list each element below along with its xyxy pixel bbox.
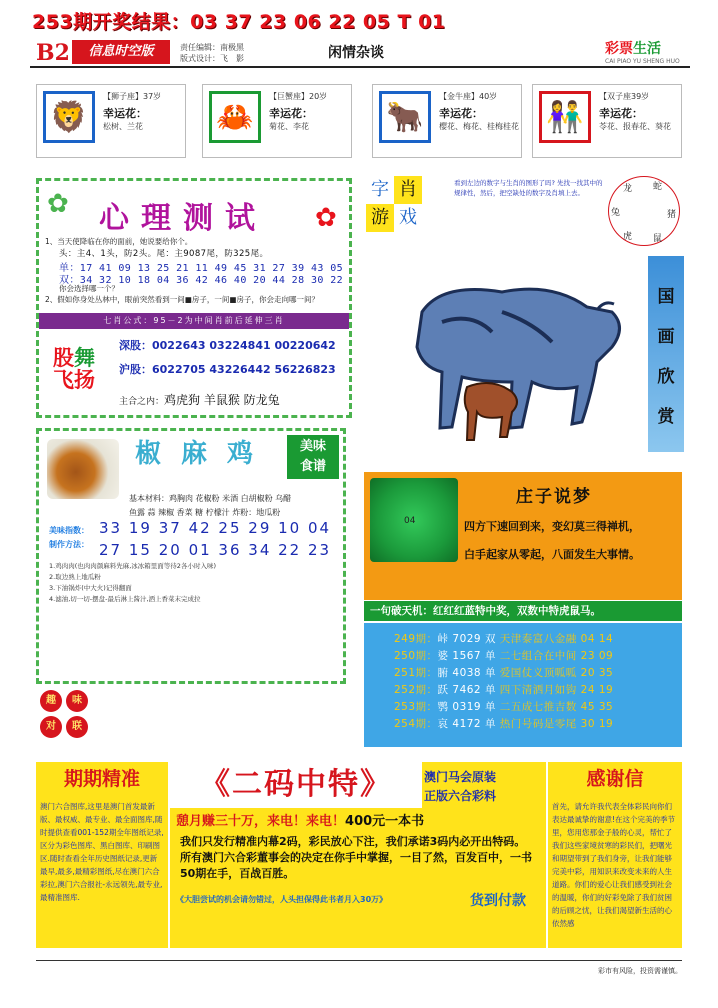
banner-char: 国 [657, 286, 675, 307]
lucky-flowers: 苓花、报春花、葵花 [599, 122, 671, 131]
thank-you-title: 感谢信 [586, 768, 644, 790]
wheel-char: 蛇 [653, 182, 663, 192]
zodiac-word-game [366, 176, 606, 240]
banner-char: 欣 [657, 366, 675, 387]
history-row [394, 682, 682, 699]
lantern: 对 [40, 716, 62, 738]
recipe-title: 椒麻鸡 [135, 439, 274, 469]
lantern: 味 [66, 690, 88, 712]
lucky-flowers: 樱花、梅花、桂梅桂花 [439, 122, 519, 131]
slogan-part: 来电！来电！ [267, 814, 346, 829]
main-combo [119, 391, 280, 408]
one-line-hint: 一句破天机：红红红蓝特中奖，双数中特虎鼠马。 [364, 601, 682, 621]
issue: 251期： [394, 667, 438, 679]
center-ad-body: 我们只发行精准内幕2码，彩民放心下注，我们承诺3码内必开出特码。所有澳门六合彩董事会的决定在你手中掌握，一目了然，百发百中，一书50期在手，百战百胜。 [180, 835, 532, 880]
draw-result-headline: 253期开奖结果：03 37 23 06 22 05 T 01 [32, 11, 446, 33]
text: 四下清洒月如钩 24 19 [499, 684, 614, 696]
center-ad-side [424, 768, 496, 806]
history-row [394, 665, 682, 682]
ingredients-line-2: 鱼露 蒜 辣椒 香菜 糖 柠檬汁 炸粉：地瓜粉 [129, 508, 281, 517]
editor-line: 责任编辑：南极黑 [180, 43, 244, 52]
logo-char: 飞扬 [53, 368, 95, 392]
step: 4.滤油,切一切-摆盘-最后淋上酱汁,洒上香菜末完成拉 [49, 595, 201, 603]
code: 鹗 0319 单 [437, 701, 496, 713]
logo-text-a: 彩票 [605, 41, 633, 57]
head-tail-line: 头：主4、1头，防2头。尾：主9087尾，防325尾。 [59, 249, 269, 259]
logo-subtitle: CAI PIAO YU SHENG HUO [605, 58, 680, 65]
psych-test-panel [36, 178, 352, 418]
page-number: B2 [36, 40, 70, 66]
zodiac-sign: 【巨蟹座】20岁 [269, 92, 328, 101]
zhuangzi-dream-panel [364, 472, 682, 600]
step: 3.下油锅炸(中大火)记得翻面 [49, 584, 132, 592]
lucky-flower-label: 幸运花： [599, 107, 643, 120]
center-ad [170, 762, 546, 948]
code: 婆 1567 单 [437, 650, 496, 662]
method-label: 制作方法： [49, 540, 89, 549]
badge-number: 04 [404, 516, 416, 526]
lotus-leaf-image [370, 478, 458, 562]
lucky-flowers: 松树、兰花 [103, 122, 143, 131]
taste-index-numbers: 33 19 37 42 25 29 10 04 [99, 519, 332, 537]
thank-you-text: 首先，请允许我代表全体彩民向你们表达最诚挚的谢意!在这个完美的季节里，您用您那金子般的心灵，帮忙了我们这些家境贫寒的彩民们，把曙光和期望带到了我们身旁，让我们能够完美中彩，用知识来改变未来的人生道路。你们的爱心让我们感受到社会的温暖，你们的好彩免除了我们贫困的后顾之忧，让我们渴望新生活的心依然感 [552, 802, 676, 928]
question-2: 2、假如你身处丛林中，眼前突然看到一间■房子，一间■房子，你会走向哪一间？ [45, 295, 319, 304]
step: 1.鸡肉肉(也肉肉颜麻料先麻,冰冰箱里面等待2各小时入味) [49, 562, 216, 570]
recipe-tag [287, 435, 339, 479]
logo-char: 舞 [74, 346, 95, 370]
center-ad-footnote: 《大胆尝试的机会请勿错过，人头担保得此书者月入30万》 [176, 895, 388, 904]
lion-icon: 🦁 [43, 91, 95, 143]
text: 爱国仗义顶呱呱 20 35 [499, 667, 614, 679]
brand-banner: 信息时空版 [72, 40, 170, 64]
risk-disclaimer: 彩市有风险，投资需谨慎。 [36, 960, 682, 980]
step: 2.取边熟上地瓜粉 [49, 573, 101, 581]
zodiac-sign: 【金牛座】40岁 [439, 92, 498, 101]
flower-icon: ✿ [315, 203, 337, 233]
left-ad-text: 澳门六合图库,这里是澳门首发最新版、最权威、最专业、最全面图库,随时提供查看001-152期全年图纸记录,区分为彩色图库、黑白图库、印刷图区.随时查看全年历史图纸记录,更新最早,最多,最精彩图纸,尽在澳门六合彩拉,澳门六合报社-永远领先,最专业,最精准图库. [40, 802, 164, 902]
issue: 252期： [394, 684, 438, 696]
center-slogan [176, 810, 540, 830]
main-combo-label: 主合之内： [119, 397, 165, 407]
ad-banner [36, 762, 682, 950]
ox-painting [382, 252, 632, 452]
crab-icon: 🦀 [209, 91, 261, 143]
ingredients-line-1: 基本材料：鸡胸肉 花椒粉 米酒 白胡椒粉 乌醋 [129, 494, 292, 503]
code: 峠 7029 双 [437, 633, 496, 645]
clover-icon: ✿ [47, 189, 69, 219]
method-numbers: 27 15 20 01 36 34 22 23 [99, 541, 332, 559]
taste-index-label: 美味指数： [49, 526, 89, 535]
logo-text-b: 生活 [633, 41, 661, 57]
right-ad [548, 762, 682, 948]
wheel-char: 虎 [623, 232, 633, 242]
lucky-flower-label: 幸运花： [103, 107, 147, 120]
history-row [394, 648, 682, 665]
single-numbers: 单：17 41 09 13 25 21 11 49 45 31 27 39 43 05 [59, 263, 344, 274]
zz-line-2: 白手起家从零起，八面发生大事情。 [464, 548, 640, 561]
lucky-flowers: 菊花、李花 [269, 122, 309, 131]
psych-title: 心理测试 [99, 201, 267, 236]
zodiac-card-cancer [202, 84, 352, 158]
code: 跃 7462 单 [437, 684, 496, 696]
code: 哀 4172 单 [437, 718, 496, 730]
cash-on-delivery: 货到付款 [470, 893, 526, 909]
word-grid [366, 176, 426, 236]
history-row [394, 716, 682, 733]
grid-char: 戏 [399, 207, 417, 228]
seven-zodiac-formula: 七肖公式：95－2为中间肖前后延伸三肖 [39, 313, 349, 329]
logo-char: 股 [53, 346, 74, 370]
grid-char: 肖 [394, 176, 422, 204]
editor-credits [180, 42, 244, 64]
dish-photo [47, 439, 119, 499]
grid-char: 游 [366, 204, 394, 232]
zz-title: 庄子说梦 [516, 487, 592, 507]
zodiac-card-gemini [532, 84, 682, 158]
designer-line: 版式设计：飞 影 [180, 54, 244, 63]
issue: 254期： [394, 718, 438, 730]
bull-icon: 🐂 [379, 91, 431, 143]
code: 腑 4038 单 [437, 667, 496, 679]
zodiac-sign: 【狮子座】37岁 [103, 92, 162, 101]
history-row [394, 631, 682, 648]
tag-line: 美味 [299, 439, 326, 454]
grid-char: 字 [371, 179, 389, 200]
left-ad [36, 762, 168, 948]
main-combo-value: 鸡虎狗 羊鼠猴 防龙兔 [164, 393, 280, 407]
shanghai-stocks: 沪股：6022705 43226442 56226823 [119, 363, 336, 376]
side-line: 澳门马会原装 [424, 770, 497, 784]
tag-line: 食谱 [299, 459, 326, 474]
zodiac-card-taurus [372, 84, 522, 158]
left-ad-title: 期期精准 [63, 768, 140, 790]
twins-icon: 👫 [539, 91, 591, 143]
banner-char: 画 [657, 326, 675, 347]
lottery-life-logo [605, 38, 680, 65]
zodiac-row [36, 84, 682, 160]
slogan-part: 憩月赚三十万， [176, 814, 268, 829]
wheel-char: 龙 [623, 184, 633, 194]
lantern: 趣 [40, 690, 62, 712]
issue: 250期： [394, 650, 438, 662]
banner-char: 赏 [657, 406, 675, 427]
slogan-part: 400元一本书 [345, 814, 425, 829]
painting-appreciation-banner [648, 256, 684, 452]
text: 二七组合在中间 23 09 [499, 650, 614, 662]
question-1-end: 你会选择哪一个？ [59, 284, 119, 293]
wheel-char: 猪 [667, 210, 677, 220]
text: 热门号码是零尾 30 19 [499, 718, 614, 730]
question-1: 1、当天使降临在你的面前，她说要给你个。 [45, 237, 193, 246]
history-row [394, 699, 682, 716]
issue: 253期： [394, 701, 438, 713]
section-title: 闲情杂谈 [328, 45, 384, 61]
stock-dance-logo [53, 347, 95, 391]
fun-couplet-lanterns [40, 690, 92, 738]
lucky-flower-label: 幸运花： [439, 107, 483, 120]
lantern: 联 [66, 716, 88, 738]
zodiac-sign: 【双子座39岁 [599, 92, 650, 101]
recipe-steps [49, 561, 216, 605]
wheel-char: 兔 [611, 208, 621, 218]
riddle-instructions: 看到左边的数字与生肖的图形了吗? 先找一找其中的规律性，然后，把空缺处的数字及肖填上去。 [454, 179, 603, 197]
recipe-panel [36, 428, 346, 684]
two-code-title: 《二码中特》 [170, 762, 422, 808]
lucky-flower-label: 幸运花： [269, 107, 313, 120]
zodiac-card-leo [36, 84, 186, 158]
history-results [364, 623, 682, 747]
side-line: 正版六合彩料 [424, 789, 497, 803]
zz-line-1: 四方下速回到来，变幻莫三得禅机， [464, 520, 640, 533]
ink-painting [362, 246, 642, 462]
text: 二五成七推吉数 45 35 [499, 701, 614, 713]
issue: 249期： [394, 633, 438, 645]
double-numbers: 双：34 32 10 18 04 36 42 46 40 20 44 28 30 22 [59, 275, 344, 286]
zodiac-wheel [608, 176, 680, 246]
text: 天津泰富八金融 04 14 [499, 633, 614, 645]
wheel-char: 鼠 [653, 234, 663, 244]
shenzhen-stocks: 深股：0022643 03224841 00220642 [119, 339, 336, 352]
